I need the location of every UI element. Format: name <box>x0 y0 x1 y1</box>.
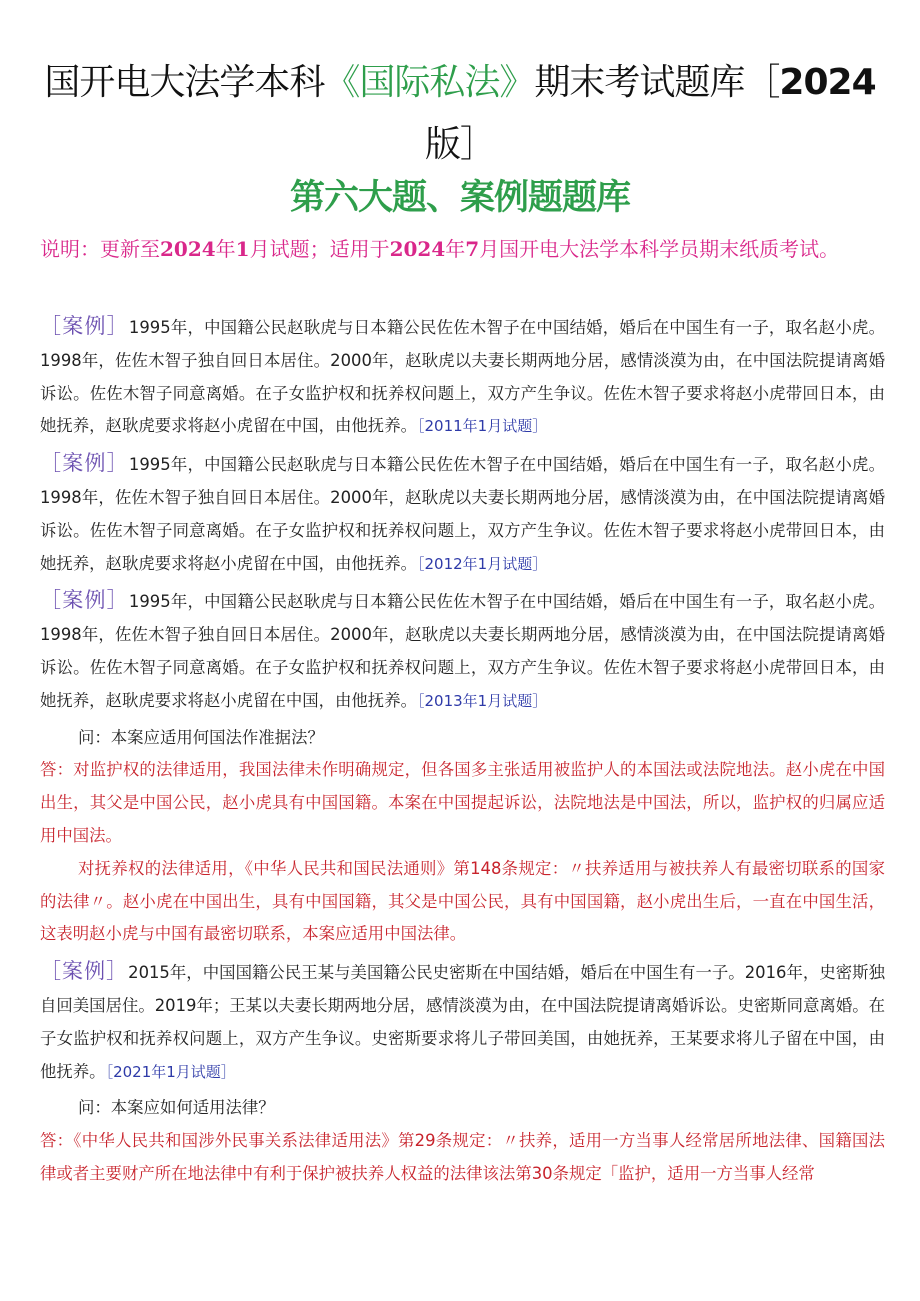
case-paragraph <box>40 955 885 1088</box>
case-source: ［2021年1月试题］ <box>105 1062 236 1081</box>
note-mid-2: 月试题；适用于 <box>249 237 390 261</box>
note-mid-3: 年 <box>445 237 466 261</box>
title-part-5: 版］ <box>424 124 495 165</box>
case-text: 2015年，中国国籍公民王某与美国籍公民史密斯在中国结婚，婚后在中国生有一子。2016年，史密斯独自回美国居住。2019年；王某以夫妻长期两地分居，感情淡漠为由，在中国法院提请离婚诉讼。史密斯同意离婚。在子女监护权和抚养权问题上，双方产生争议。史密斯要求将儿子带回美国，由她抚养，王某要求将儿子留在中国，由他抚养。 <box>40 963 885 1081</box>
case-paragraph <box>40 584 885 717</box>
note-suffix: 月国开电大法学本科学员期末纸质考试。 <box>479 237 840 261</box>
title-part-3: 期末考试题库［ <box>534 62 780 103</box>
note-month-2: 7 <box>465 237 480 261</box>
document-body <box>40 310 885 1191</box>
note-year-2: 2024 <box>389 237 446 261</box>
case-text: 1995年，中国籍公民赵耿虎与日本籍公民佐佐木智子在中国结婚，婚后在中国生有一子，取名赵小虎。1998年，佐佐木智子独自回日本居住。2000年，赵耿虎以夫妻长期两地分居，感情淡漠为由，在中国法院提请离婚诉讼。佐佐木智子同意离婚。在子女监护权和抚养权问题上，双方产生争议。佐佐木智子要求将赵小虎带回日本，由她抚养，赵耿虎要求将赵小虎留在中国，由他抚养。 <box>40 318 886 436</box>
title-year: 2024 <box>779 62 876 103</box>
note-year-1: 2024 <box>160 237 216 261</box>
case-source: ［2011年1月试题］ <box>416 417 548 436</box>
case-tag: ［案例］ <box>40 959 129 984</box>
document-title <box>40 52 880 176</box>
case-tag: ［案例］ <box>40 451 129 476</box>
title-course-name: 《国际私法》 <box>324 62 535 103</box>
question-text: 问：本案应如何适用法律？ <box>78 1098 275 1118</box>
answer-paragraph: 答：对监护权的法律适用，我国法律未作明确规定，但各国多主张适用被监护人的本国法或法院地法。赵小虎在中国出生，其父是中国公民，赵小虎具有中国国籍。本案在中国提起诉讼，法院地法是中国法，所以，监护权的归属应适用中国法。 <box>40 760 885 845</box>
case-paragraph <box>40 310 885 443</box>
question-text: 问：本案应适用何国法作准据法？ <box>78 727 324 747</box>
case-text: 1995年，中国籍公民赵耿虎与日本籍公民佐佐木智子在中国结婚，婚后在中国生有一子，取名赵小虎。1998年，佐佐木智子独自回日本居住。2000年，赵耿虎以夫妻长期两地分居，感情淡漠为由，在中国法院提请离婚诉讼。佐佐木智子同意离婚。在子女监护权和抚养权问题上，双方产生争议。佐佐木智子要求将赵小虎带回日本，由她抚养，赵耿虎要求将赵小虎留在中国，由他抚养。 <box>40 592 886 710</box>
case-tag: ［案例］ <box>40 588 129 613</box>
answer-paragraph: 答：《中华人民共和国涉外民事关系法律适用法》第29条规定：〃扶养，适用一方当事人经常居所地法律、国籍国法律或者主要财产所在地法律中有利于保护被扶养人权益的法律该法第30条规定「监护，适用一方当事人经常 <box>40 1131 885 1183</box>
case-tag: ［案例］ <box>40 314 129 338</box>
note-month-1: 1 <box>235 237 250 261</box>
case-paragraph <box>40 447 885 580</box>
note-paragraph <box>40 231 885 268</box>
case-source: ［2013年1月试题］ <box>416 691 548 710</box>
note-prefix: 说明：更新至 <box>40 237 160 261</box>
title-part-1: 国开电大法学本科 <box>44 62 325 103</box>
note-mid-1: 年 <box>215 237 236 261</box>
case-text: 1995年，中国籍公民赵耿虎与日本籍公民佐佐木智子在中国结婚，婚后在中国生有一子，取名赵小虎。1998年，佐佐木智子独自回日本居住。2000年，赵耿虎以夫妻长期两地分居，感情淡漠为由，在中国法院提请离婚诉讼。佐佐木智子同意离婚。在子女监护权和抚养权问题上，双方产生争议。佐佐木智子要求将赵小虎带回日本，由她抚养，赵耿虎要求将赵小虎留在中国，由他抚养。 <box>40 455 886 573</box>
case-source: ［2012年1月试题］ <box>416 554 548 573</box>
section-title: 第六大题、案例题题库 <box>289 178 630 218</box>
answer-paragraph: 对抚养权的法律适用，《中华人民共和国民法通则》第148条规定：〃扶养适用与被扶养人有最密切联系的国家的法律〃。赵小虎在中国出生，具有中国国籍，其父是中国公民，具有中国国籍，赵小虎出生后，一直在中国生活，这表明赵小虎与中国有最密切联系，本案应适用中国法律。 <box>40 858 885 944</box>
